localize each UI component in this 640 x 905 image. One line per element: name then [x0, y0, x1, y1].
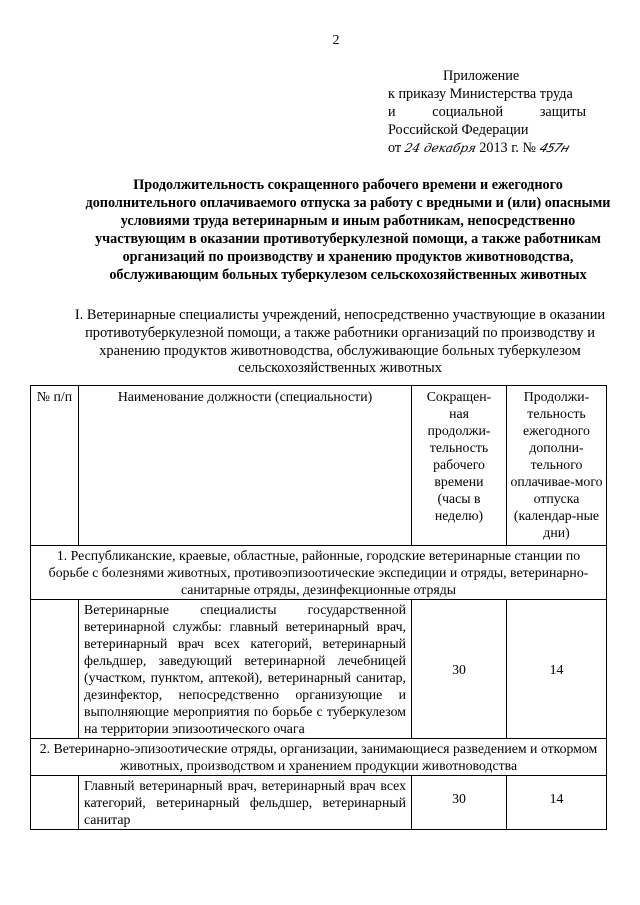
row-position-name: Главный ветеринарный врач, ветеринарный врач всех категорий, ветеринарный фельдшер, ветеринарный санитар — [79, 776, 412, 830]
group-row — [31, 546, 607, 600]
page-number: 2 — [332, 33, 340, 48]
table-row — [31, 776, 607, 830]
appendix-block — [388, 67, 586, 157]
row-additional-leave: 14 — [507, 600, 607, 739]
row-position-name: Ветеринарные специалисты государственной ветеринарной службы: главный ветеринарный врач, ветеринарный врач всех категорий, ветеринарный фельдшер, заведующий ветеринарной лечебницей (участком, пунктом, аптекой), ветеринарный санитар, дезинфектор, непосредственно организующие и выполняющие мероприятия по борьбе с туберкулезом на территории эпизоотического очага — [79, 600, 412, 739]
date-prefix: от — [388, 140, 402, 156]
group-row — [31, 739, 607, 776]
group-title-1: 1. Республиканские, краевые, областные, районные, городские ветеринарные станции по борьбе с болезнями животных, противоэпизоотические экспедиции и отряды, ветеринарно-санитарные отряды, дезинфекционные отряды — [31, 546, 607, 600]
appendix-line-3: Российской Федерации — [388, 122, 529, 138]
group-title-2: 2. Ветеринарно-эпизоотические отряды, организации, занимающиеся разведением и откормом животных, производством и хранением продукции животноводства — [31, 739, 607, 776]
appendix-line-2 — [388, 103, 586, 121]
header-reduced-hours: Сокращен-ная продолжи-тельность рабочего времени (часы в неделю) — [412, 386, 507, 546]
header-position-name: Наименование должности (специальности) — [79, 386, 412, 546]
row-number — [31, 600, 79, 739]
table-row — [31, 600, 607, 739]
header-number: № п/п — [31, 386, 79, 546]
appendix-word-2: социальной — [432, 104, 504, 120]
appendix-title: Приложение — [443, 68, 520, 84]
handwritten-order-number: 457н — [537, 141, 571, 155]
appendix-word-1: и — [388, 104, 396, 120]
duration-table — [30, 385, 607, 830]
section-title: I. Ветеринарные специалисты учреждений, непосредственно участвующие в оказании противотуберкулезной помощи, а также работники организаций по производству и хранению продуктов животноводства, обслуживающие больных туберкулезом сельскохозяйственных животных — [74, 307, 606, 377]
handwritten-date: 24 декабря — [403, 141, 478, 155]
table-header-row — [31, 386, 607, 546]
date-suffix: 2013 г. № — [479, 140, 537, 156]
header-additional-leave: Продолжи-тельность ежегодного дополни-тельного оплачивае-мого отпуска (календар-ные дни) — [507, 386, 607, 546]
appendix-line-1: к приказу Министерства труда — [388, 86, 573, 102]
row-reduced-hours: 30 — [412, 776, 507, 830]
document-title: Продолжительность сокращенного рабочего времени и ежегодного дополнительного оплачиваемого отпуска за работу с вредными и (или) опасными условиями труда ветеринарным и иным работникам, непосредственно участвующим в оказании противотуберкулезной помощи, а также работникам организаций по производству и хранению продуктов животноводства, обслуживающим больных туберкулезом сельскохозяйственных животных — [85, 177, 611, 284]
appendix-word-3: защиты — [539, 104, 586, 120]
row-additional-leave: 14 — [507, 776, 607, 830]
appendix-date-line — [388, 139, 586, 157]
row-number — [31, 776, 79, 830]
row-reduced-hours: 30 — [412, 600, 507, 739]
